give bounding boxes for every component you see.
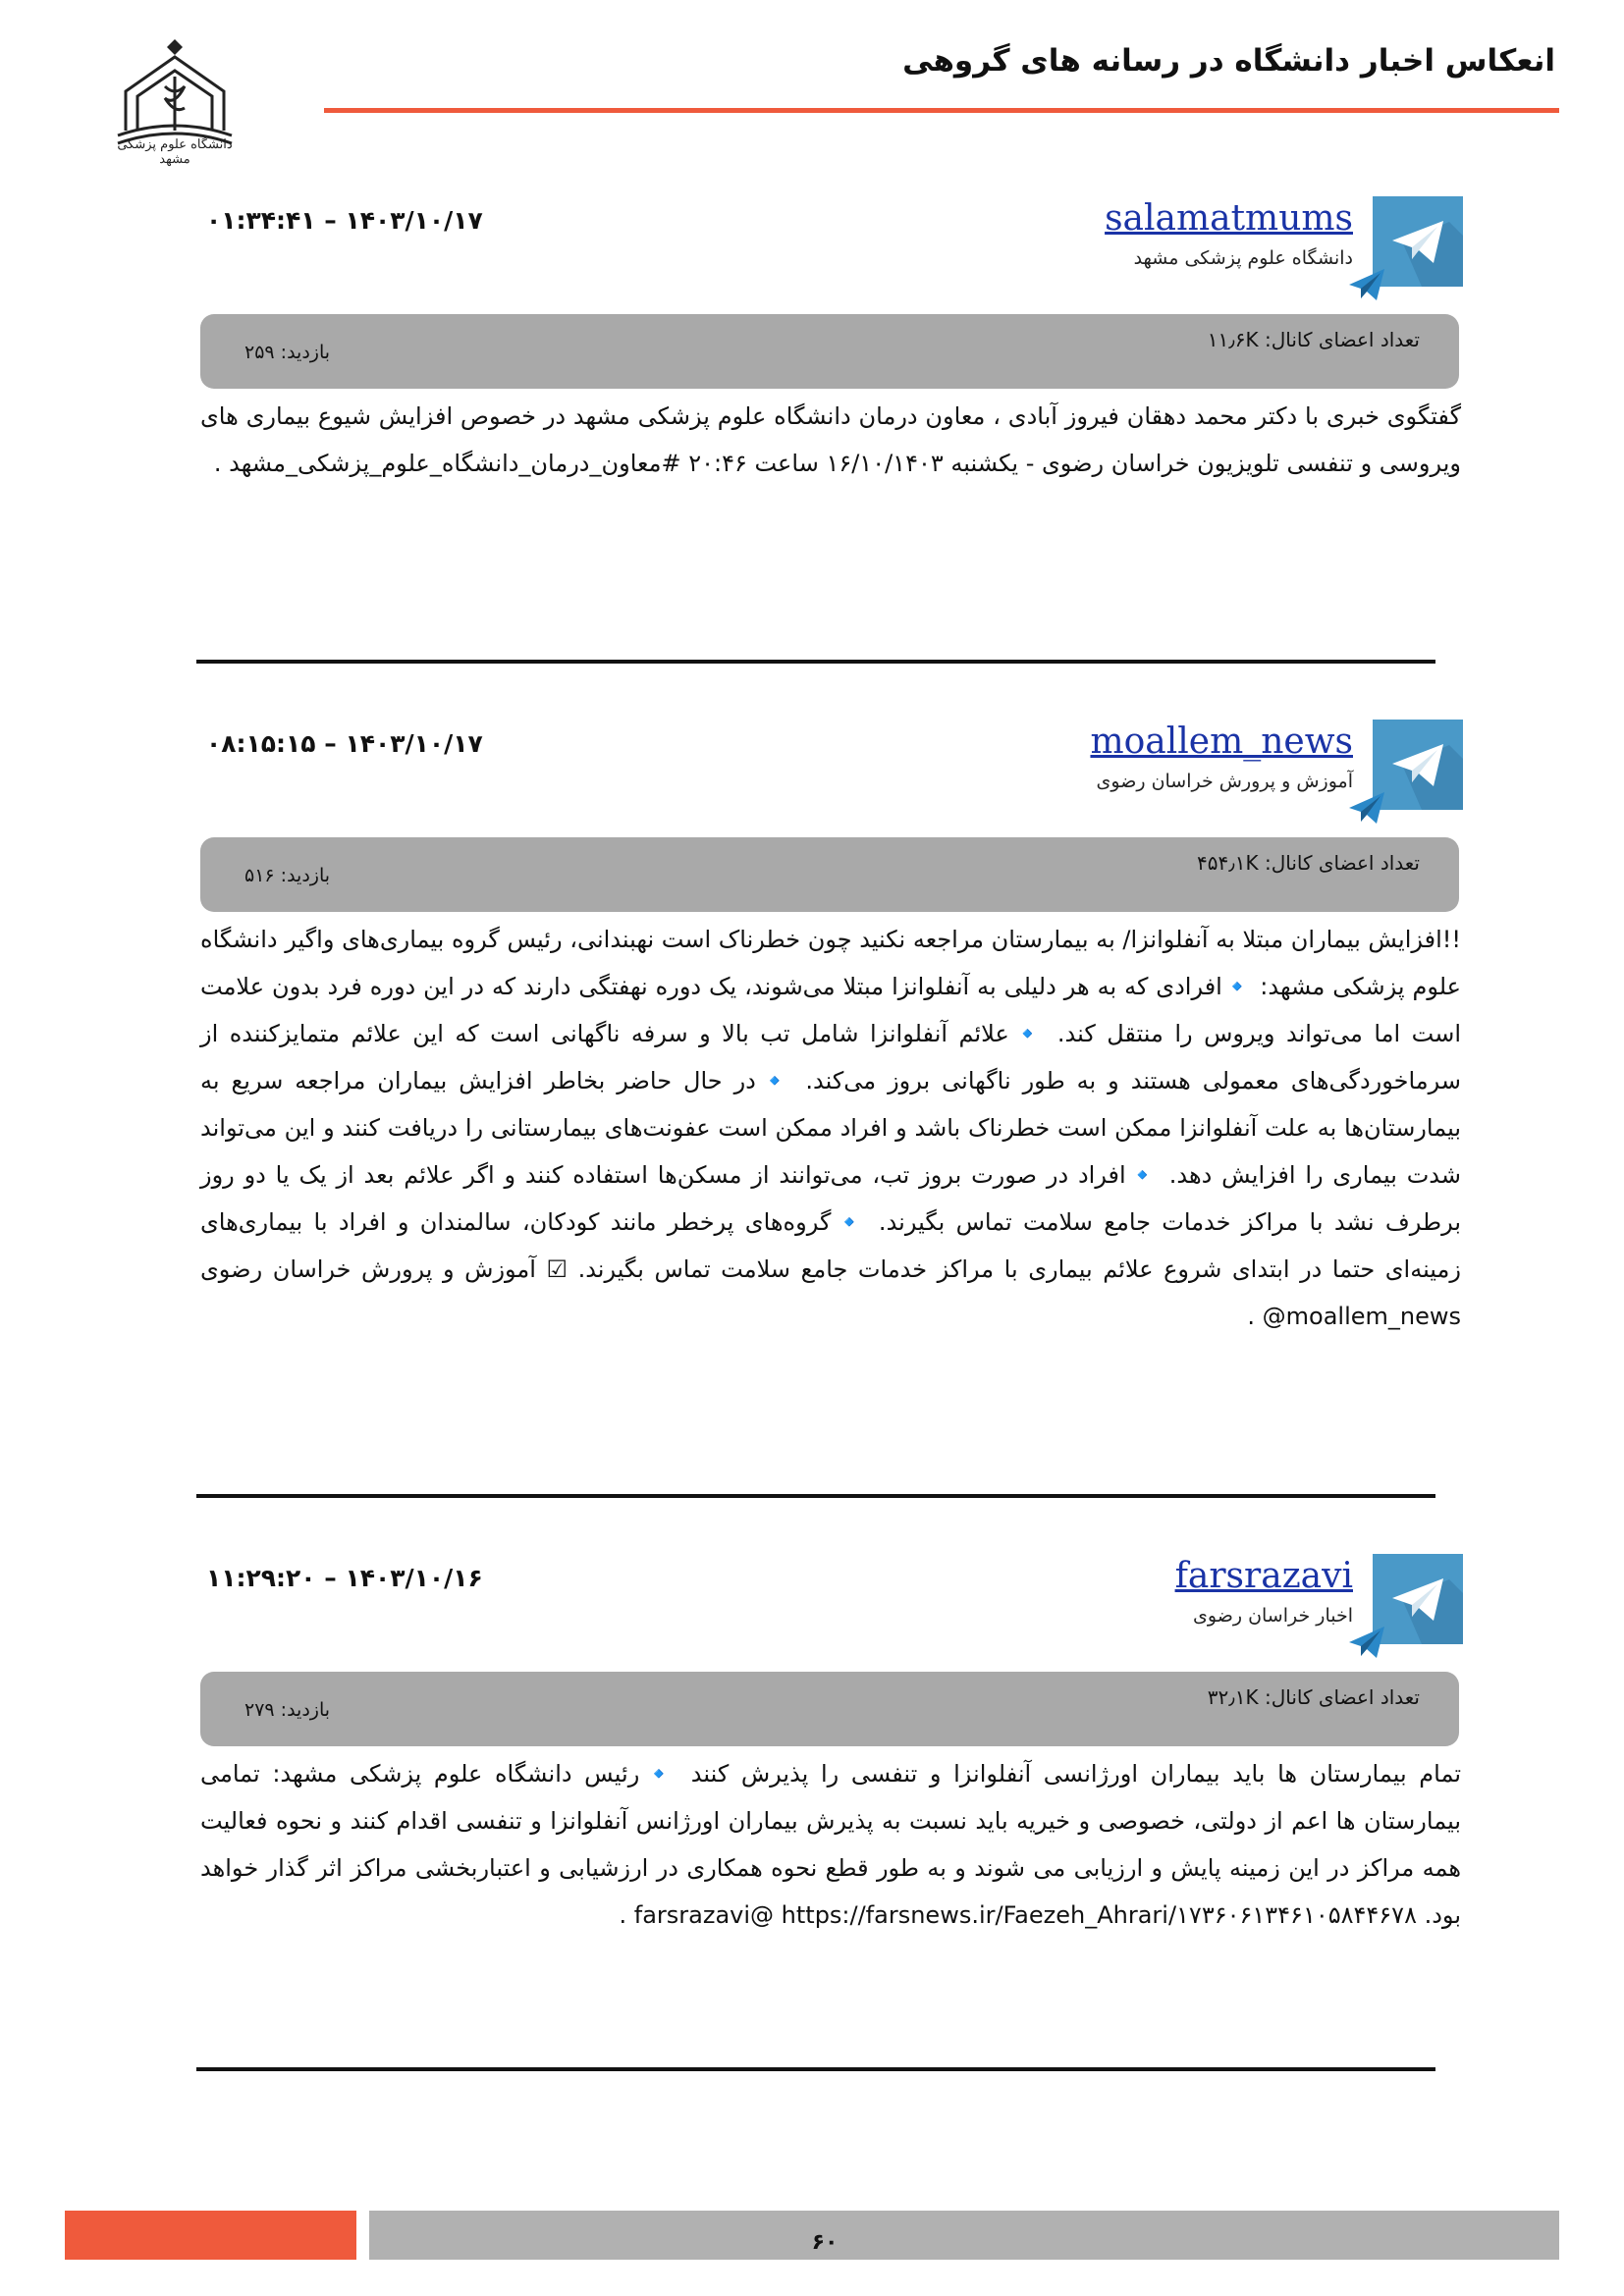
page-title: انعکاس اخبار دانشگاه در رسانه های گروهی (902, 43, 1555, 79)
post-separator (196, 2067, 1435, 2071)
member-count: تعداد اعضای کانال: ۱۱٫۶K (1207, 328, 1420, 351)
channel-link[interactable]: farsrazavi (1174, 1556, 1353, 1596)
post-card (196, 1554, 1463, 1966)
channel-link[interactable]: moallem_news (1090, 721, 1353, 762)
post-datetime: ۱۴۰۳/۱۰/۱۷ – ۰۸:۱۵:۱۵ (206, 729, 483, 758)
channel-link[interactable]: salamatmums (1105, 198, 1353, 239)
view-count: بازدید: ۲۵۹ (244, 342, 331, 363)
post-card (196, 720, 1463, 1407)
post-text: !!افزایش بیماران مبتلا به آنفلوانزا/ به بیمارستان مراجعه نکنید چون خطرناک است نهبندانی، رئیس گروه بیماری‌های واگیر دانشگاه علوم پزشکی مشهد: 🔹افرادی که به هر دلیلی به آنفلوانزا مبتلا می‌شوند، یک دوره نهفتگی دارند که در این دوره فرد بدون علامت است اما می‌تواند ویروس را منتقل کند. 🔹علائم آنفلوانزا شامل تب بالا و سرفه ناگهانی است که این علائم متمایزکننده از سرماخوردگی‌های معمولی هستند و به طور ناگهانی بروز می‌کند. 🔹در حال حاضر بخاطر افزایش بیماران مراجعه سریع به بیمارستان‌ها به علت آنفلوانزا ممکن است خطرناک باشد و افراد ممکن است عفونت‌های بیمارستانی را دریافت کنند و این می‌تواند شدت بیماری را افزایش دهد. 🔹افراد در صورت بروز تب، می‌توانند از مسکن‌ها استفاده کنند و اگر علائم بعد از یک یا دو روز برطرف نشد با مراکز خدمات جامع سلامت تماس بگیرند. 🔹گروه‌های پرخطر مانند کودکان، سالمندان و افراد با بیماری‌های زمینه‌ای حتما در ابتدای شروع علائم بیماری با مراکز خدمات جامع سلامت تماس بگیرند. ☑ آموزش و پرورش خراسان رضوی moallem_news@ . (200, 926, 1461, 1330)
post-text: گفتگوی خبری با دکتر محمد دهقان فیروز آبادی ، معاون درمان دانشگاه علوم پزشکی مشهد در خصوص افزایش شیوع بیماری های ویروسی و تنفسی تلویزیون خراسان رضوی - یکشنبه ۱۶/۱۰/۱۴۰۳ ساعت ۲۰:۴۶ #معاون_درمان_دانشگاه_علوم_پزشکی_مشهد . (200, 402, 1461, 477)
view-count: بازدید: ۲۷۹ (244, 1699, 331, 1721)
footer-bar (369, 2211, 1559, 2260)
post-separator (196, 660, 1435, 664)
stats-bar (200, 314, 1459, 389)
channel-name: دانشگاه علوم پزشکی مشهد (1133, 247, 1353, 269)
view-count: بازدید: ۵۱۶ (244, 865, 331, 886)
post-datetime: ۱۴۰۳/۱۰/۱۶ – ۱۱:۲۹:۲۰ (206, 1564, 483, 1592)
post-separator (196, 1494, 1435, 1498)
logo-caption: دانشگاه علوم پزشکی مشهد (117, 137, 233, 167)
post-text: تمام بیمارستان ها باید بیماران اورژانسی آنفلوانزا و تنفسی را پذیرش کنند 🔹رئیس دانشگاه علوم پزشکی مشهد: تمامی بیمارستان ها اعم از دولتی، خصوصی و خیریه باید نسبت به پذیرش بیماران اورژانس آنفلوانزا و تنفسی اقدام کنند و نحوه فعالیت همه مراکز در این زمینه پایش و ارزیابی می شوند و به طور قطع نحوه همکاری در ارزشیابی و اعتباربخشی مراکز اثر گذار خواهد بود. farsrazavi@ https://farsnews.ir/Faezeh_Ahrari/۱۷۳۶۰۶۱۳۴۶۱۰۵۸۴۴۶۷۸ . (200, 1760, 1461, 1929)
page-number: ۶۰ (811, 2230, 839, 2255)
channel-name: آموزش و پرورش خراسان رضوی (1096, 771, 1353, 792)
stats-bar (200, 837, 1459, 912)
stats-bar (200, 1672, 1459, 1746)
post-card (196, 196, 1463, 589)
post-datetime: ۱۴۰۳/۱۰/۱۷ – ۰۱:۳۴:۴۱ (206, 206, 483, 235)
channel-name: اخبار خراسان رضوی (1193, 1605, 1353, 1627)
title-underline (324, 108, 1559, 113)
member-count: تعداد اعضای کانال: ۳۲٫۱K (1207, 1685, 1420, 1709)
telegram-small-icon (1347, 1623, 1386, 1662)
member-count: تعداد اعضای کانال: ۴۵۴٫۱K (1197, 851, 1420, 875)
footer-accent-bar (65, 2211, 356, 2260)
telegram-small-icon (1347, 265, 1386, 304)
telegram-small-icon (1347, 788, 1386, 828)
